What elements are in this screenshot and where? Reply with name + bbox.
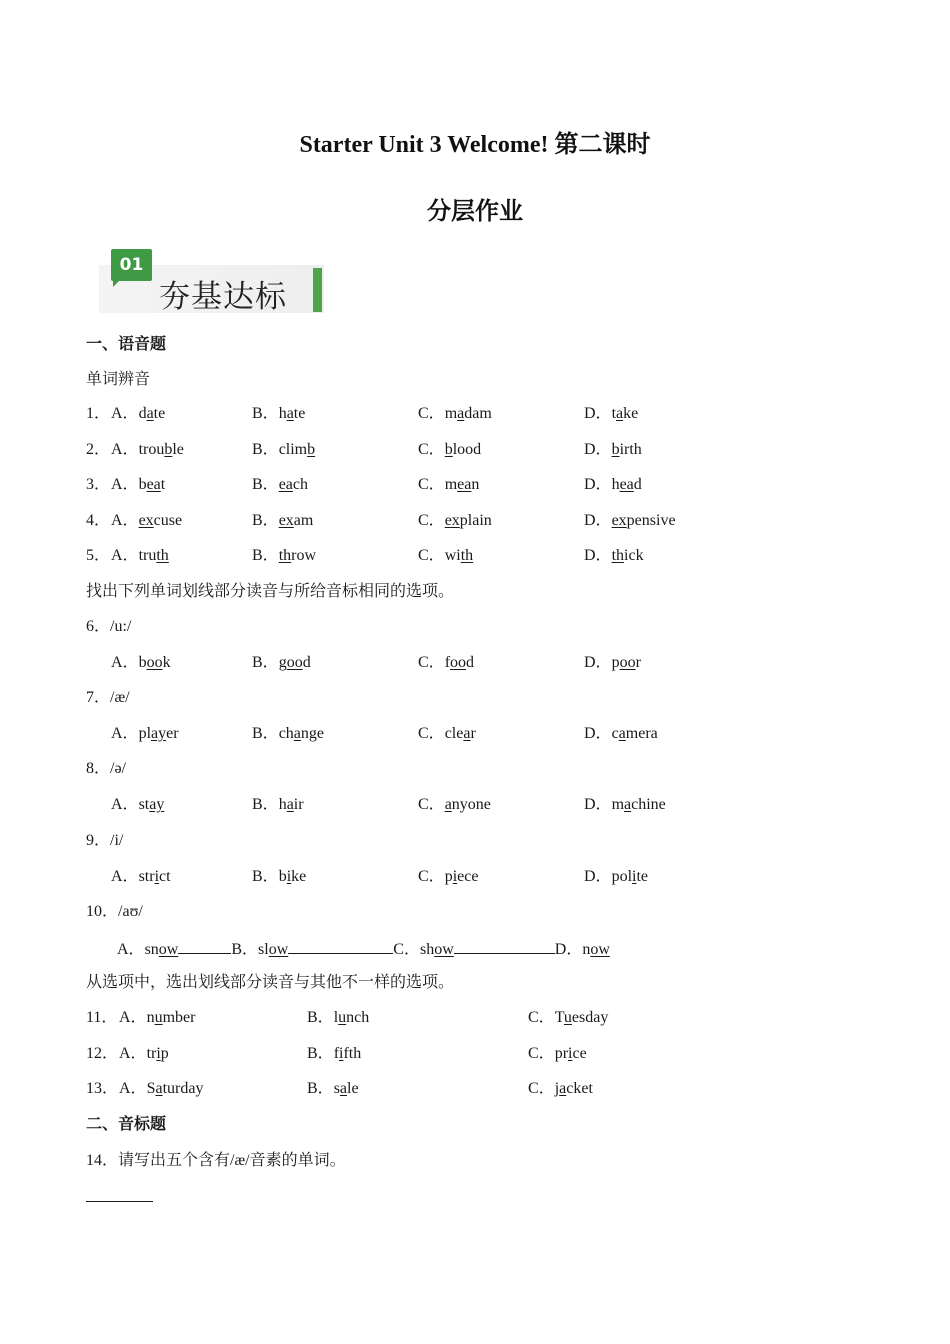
- question-10-options: [117, 937, 610, 961]
- option-word: piece: [444, 867, 479, 885]
- answer-blank[interactable]: [288, 937, 393, 954]
- question-stem: 7．/æ/: [86, 689, 130, 707]
- option-letter: A．: [111, 405, 139, 422]
- question-number: 11．: [86, 1009, 118, 1026]
- option-letter: C．: [528, 1009, 555, 1026]
- answer-option[interactable]: [528, 1043, 587, 1065]
- option-letter: D．: [584, 511, 612, 529]
- option-word: expensive: [611, 511, 676, 529]
- answer-option[interactable]: [111, 474, 165, 496]
- underlined-letters: a: [286, 405, 294, 422]
- option-word: machine: [611, 796, 666, 814]
- option-letter: C．: [418, 796, 445, 814]
- underlined-letters: a: [457, 405, 465, 422]
- option-word: jacket: [554, 1080, 593, 1098]
- option-letter: A．: [111, 725, 139, 743]
- answer-option[interactable]: [252, 545, 316, 567]
- option-word: clear: [444, 725, 476, 743]
- answer-option[interactable]: [418, 545, 473, 567]
- option-letter: D．: [554, 941, 583, 958]
- underlined-letters: u: [563, 1009, 572, 1026]
- answer-option[interactable]: [584, 652, 641, 674]
- question-number: 4．: [86, 511, 111, 529]
- underlined-letters: ea: [619, 476, 634, 494]
- option-word: Saturday: [146, 1080, 204, 1098]
- option-letter: B．: [252, 725, 279, 743]
- page-subtitle: 分层作业: [427, 199, 523, 225]
- option-word: show: [419, 941, 454, 958]
- option-word: bike: [278, 867, 307, 885]
- underlined-letters: b: [307, 440, 316, 458]
- option-letter: C．: [418, 654, 445, 671]
- option-word: number: [146, 1009, 196, 1026]
- underlined-letters: a: [624, 796, 632, 814]
- underlined-letters: oo: [146, 654, 163, 671]
- section1-heading: 一、语音题: [86, 336, 167, 353]
- option-letter: D．: [584, 547, 612, 565]
- answer-option[interactable]: [111, 794, 164, 816]
- underlined-letters: a: [559, 1080, 567, 1098]
- answer-option[interactable]: [252, 403, 305, 425]
- answer-option[interactable]: [119, 1078, 203, 1100]
- option-word: truth: [138, 547, 169, 565]
- option-letter: C．: [418, 867, 445, 885]
- answer-blank[interactable]: [454, 937, 555, 954]
- option-letter: C．: [418, 547, 445, 565]
- option-word: sale: [333, 1080, 359, 1098]
- section2-heading: 二、音标题: [86, 1116, 167, 1133]
- answer-option[interactable]: [119, 1007, 195, 1029]
- option-word: stay: [138, 796, 165, 814]
- option-word: change: [278, 725, 325, 743]
- option-letter: D．: [584, 405, 612, 422]
- option-letter: D．: [584, 476, 612, 494]
- question-stem: 6．/u:/: [86, 618, 132, 635]
- option-letter: B．: [252, 547, 279, 565]
- answer-option[interactable]: [252, 866, 306, 888]
- underlined-letters: b: [611, 440, 620, 458]
- answer-option[interactable]: [555, 941, 610, 958]
- answer-option[interactable]: [528, 1007, 608, 1029]
- option-word: head: [611, 476, 642, 494]
- underlined-letters: ow: [268, 941, 289, 958]
- underlined-letters: oo: [619, 654, 636, 671]
- underlined-letters: a: [286, 796, 294, 814]
- underlined-letters: ex: [138, 511, 154, 529]
- answer-option[interactable]: [111, 652, 171, 674]
- option-letter: B．: [252, 511, 279, 529]
- option-letter: A．: [111, 796, 139, 814]
- answer-option[interactable]: [418, 510, 492, 532]
- option-word: hair: [278, 796, 304, 814]
- option-word: camera: [611, 725, 658, 743]
- answer-option[interactable]: [252, 510, 313, 532]
- answer-option[interactable]: [117, 941, 231, 958]
- instruction-odd-one-out: 从选项中，选出划线部分读音与其他不一样的选项。: [86, 974, 455, 991]
- answer-option[interactable]: [418, 723, 476, 745]
- question-stem: 8．/ə/: [86, 760, 126, 778]
- option-word: poor: [611, 654, 641, 671]
- option-word: date: [138, 405, 166, 422]
- banner-badge-tail: [113, 279, 121, 287]
- underlined-letters: th: [278, 547, 292, 565]
- option-letter: A．: [111, 654, 139, 671]
- underlined-letters: a: [463, 725, 471, 743]
- answer-option[interactable]: [111, 545, 169, 567]
- underlined-letters: i: [452, 867, 458, 885]
- underlined-letters: u: [338, 1009, 347, 1026]
- answer-option[interactable]: [418, 474, 479, 496]
- underlined-letters: i: [632, 867, 637, 885]
- underlined-letters: ea: [278, 476, 293, 494]
- underlined-letters: a: [339, 1080, 348, 1098]
- option-word: madam: [444, 405, 492, 422]
- option-letter: D．: [584, 654, 612, 671]
- answer-option[interactable]: [528, 1078, 593, 1100]
- answer-option[interactable]: [252, 794, 304, 816]
- option-letter: A．: [119, 1080, 147, 1098]
- answer-option[interactable]: [584, 723, 658, 745]
- option-word: book: [138, 654, 171, 671]
- question-number: 1．: [86, 405, 111, 422]
- option-word: take: [611, 405, 639, 422]
- question-number: 3．: [86, 476, 111, 494]
- answer-option[interactable]: [111, 439, 184, 461]
- answer-option[interactable]: [252, 474, 308, 496]
- question-number: 2．: [86, 440, 111, 458]
- option-word: with: [444, 547, 474, 565]
- option-word: beat: [138, 476, 166, 494]
- banner-accent-bar: [313, 268, 322, 312]
- option-letter: A．: [119, 1009, 147, 1026]
- option-letter: D．: [584, 725, 612, 743]
- option-word: snow: [144, 941, 179, 958]
- section-banner: [99, 247, 324, 313]
- option-word: strict: [138, 867, 171, 885]
- option-word: polite: [611, 867, 649, 885]
- underlined-letters: a: [616, 405, 624, 422]
- option-letter: C．: [393, 941, 420, 958]
- option-letter: D．: [584, 796, 612, 814]
- answer-option[interactable]: [584, 794, 666, 816]
- underlined-letters: i: [568, 1044, 573, 1062]
- option-letter: C．: [418, 725, 445, 743]
- underlined-letters: ea: [457, 476, 472, 494]
- option-word: slow: [258, 941, 289, 958]
- option-letter: C．: [418, 511, 445, 529]
- question-14: 14．请写出五个含有/æ/音素的单词。: [86, 1152, 346, 1169]
- underlined-letters: b: [444, 440, 453, 458]
- answer-option[interactable]: [307, 1043, 361, 1065]
- question-10-stem: 10．/aʊ/: [86, 903, 143, 920]
- option-letter: C．: [418, 476, 445, 494]
- option-word: exam: [278, 511, 314, 529]
- answer-option[interactable]: [111, 510, 182, 532]
- option-letter: D．: [584, 867, 612, 885]
- option-letter: B．: [252, 405, 279, 422]
- answer-option[interactable]: [252, 439, 315, 461]
- question-number: 12．: [86, 1044, 119, 1062]
- answer-option[interactable]: [418, 403, 492, 425]
- option-word: each: [278, 476, 308, 494]
- option-letter: B．: [252, 440, 279, 458]
- answer-option[interactable]: [119, 1043, 169, 1065]
- option-word: good: [278, 654, 311, 671]
- answer-option[interactable]: [231, 941, 393, 958]
- answer-option[interactable]: [584, 545, 644, 567]
- option-word: Tuesday: [554, 1009, 609, 1026]
- underlined-letters: th: [611, 547, 625, 565]
- option-letter: A．: [119, 1044, 147, 1062]
- option-letter: B．: [252, 867, 279, 885]
- answer-option[interactable]: [252, 723, 324, 745]
- underlined-letters: a: [444, 796, 452, 814]
- answer-blank[interactable]: [178, 937, 231, 954]
- option-letter: D．: [584, 440, 612, 458]
- answer-option[interactable]: [584, 403, 638, 425]
- option-letter: B．: [252, 476, 279, 494]
- question-number: 5．: [86, 547, 111, 565]
- underlined-letters: oo: [286, 654, 303, 671]
- answer-option[interactable]: [584, 866, 648, 888]
- instruction-word-sound: 单词辨音: [86, 371, 151, 388]
- option-letter: A．: [111, 867, 139, 885]
- option-word: now: [582, 941, 610, 958]
- underlined-letters: u: [154, 1009, 163, 1026]
- page-title: Starter Unit 3 Welcome! 第二课时: [299, 132, 651, 158]
- underlined-letters: a: [293, 725, 301, 743]
- question-number: 13．: [86, 1080, 119, 1098]
- option-word: fifth: [333, 1044, 362, 1062]
- option-word: birth: [611, 440, 642, 458]
- option-letter: B．: [231, 941, 259, 958]
- underlined-letters: th: [460, 547, 474, 565]
- answer-option[interactable]: [584, 510, 676, 532]
- option-word: hate: [278, 405, 306, 422]
- underlined-letters: ow: [158, 941, 179, 958]
- banner-number-badge: 01: [111, 249, 152, 281]
- instruction-match-phonetic: 找出下列单词划线部分读音与所给音标相同的选项。: [86, 583, 455, 600]
- underlined-letters: ea: [146, 476, 161, 494]
- answer-option[interactable]: [252, 652, 311, 674]
- underlined-letters: ex: [444, 511, 460, 529]
- answer-option[interactable]: [393, 941, 554, 958]
- option-letter: A．: [117, 941, 145, 958]
- option-word: price: [554, 1044, 587, 1062]
- question-stem: 9．/i/: [86, 831, 124, 849]
- option-word: trouble: [138, 440, 184, 458]
- answer-option[interactable]: [418, 652, 474, 674]
- underlined-letters: b: [164, 440, 173, 458]
- underlined-letters: ex: [278, 511, 294, 529]
- option-word: trip: [146, 1044, 169, 1062]
- underlined-letters: oo: [450, 654, 467, 671]
- answer-option[interactable]: [584, 474, 642, 496]
- option-letter: B．: [307, 1044, 334, 1062]
- option-letter: A．: [111, 511, 139, 529]
- option-word: explain: [444, 511, 492, 529]
- answer-option[interactable]: [307, 1078, 359, 1100]
- underlined-letters: i: [154, 867, 160, 885]
- underlined-letters: ow: [434, 941, 454, 958]
- underlined-letters: a: [618, 725, 626, 743]
- underlined-letters: a: [146, 405, 154, 422]
- answer-option[interactable]: [418, 794, 491, 816]
- answer-option[interactable]: [111, 403, 165, 425]
- option-word: food: [444, 654, 475, 671]
- option-letter: C．: [528, 1044, 555, 1062]
- option-letter: B．: [252, 654, 279, 671]
- answer-option[interactable]: [307, 1007, 369, 1029]
- answer-option[interactable]: [418, 866, 478, 888]
- underlined-letters: ay: [151, 725, 167, 743]
- underlined-letters: i: [339, 1044, 344, 1062]
- underlined-letters: i: [156, 1044, 161, 1062]
- underlined-letters: ow: [590, 941, 610, 958]
- option-word: blood: [444, 440, 482, 458]
- option-letter: B．: [307, 1080, 334, 1098]
- option-word: thick: [611, 547, 644, 565]
- option-letter: B．: [307, 1009, 334, 1026]
- option-word: excuse: [138, 511, 183, 529]
- answer-option[interactable]: [418, 439, 481, 461]
- underlined-letters: a: [155, 1080, 163, 1098]
- answer-option[interactable]: [111, 866, 171, 888]
- underlined-letters: ex: [611, 511, 627, 529]
- banner-label: 夯基达标: [159, 279, 287, 315]
- option-letter: A．: [111, 476, 139, 494]
- option-word: player: [138, 725, 179, 743]
- option-word: anyone: [444, 796, 491, 814]
- underlined-letters: th: [156, 547, 169, 565]
- underlined-letters: ay: [149, 796, 165, 814]
- option-letter: B．: [252, 796, 279, 814]
- answer-option[interactable]: [584, 439, 642, 461]
- underlined-letters: i: [286, 867, 292, 885]
- option-letter: C．: [418, 405, 445, 422]
- option-word: lunch: [333, 1009, 370, 1026]
- option-word: throw: [278, 547, 317, 565]
- option-letter: C．: [528, 1080, 555, 1098]
- answer-option[interactable]: [111, 723, 179, 745]
- option-letter: C．: [418, 440, 445, 458]
- option-letter: A．: [111, 547, 139, 565]
- option-word: climb: [278, 440, 316, 458]
- option-word: mean: [444, 476, 480, 494]
- answer-blank-line[interactable]: [86, 1201, 153, 1202]
- option-letter: A．: [111, 440, 139, 458]
